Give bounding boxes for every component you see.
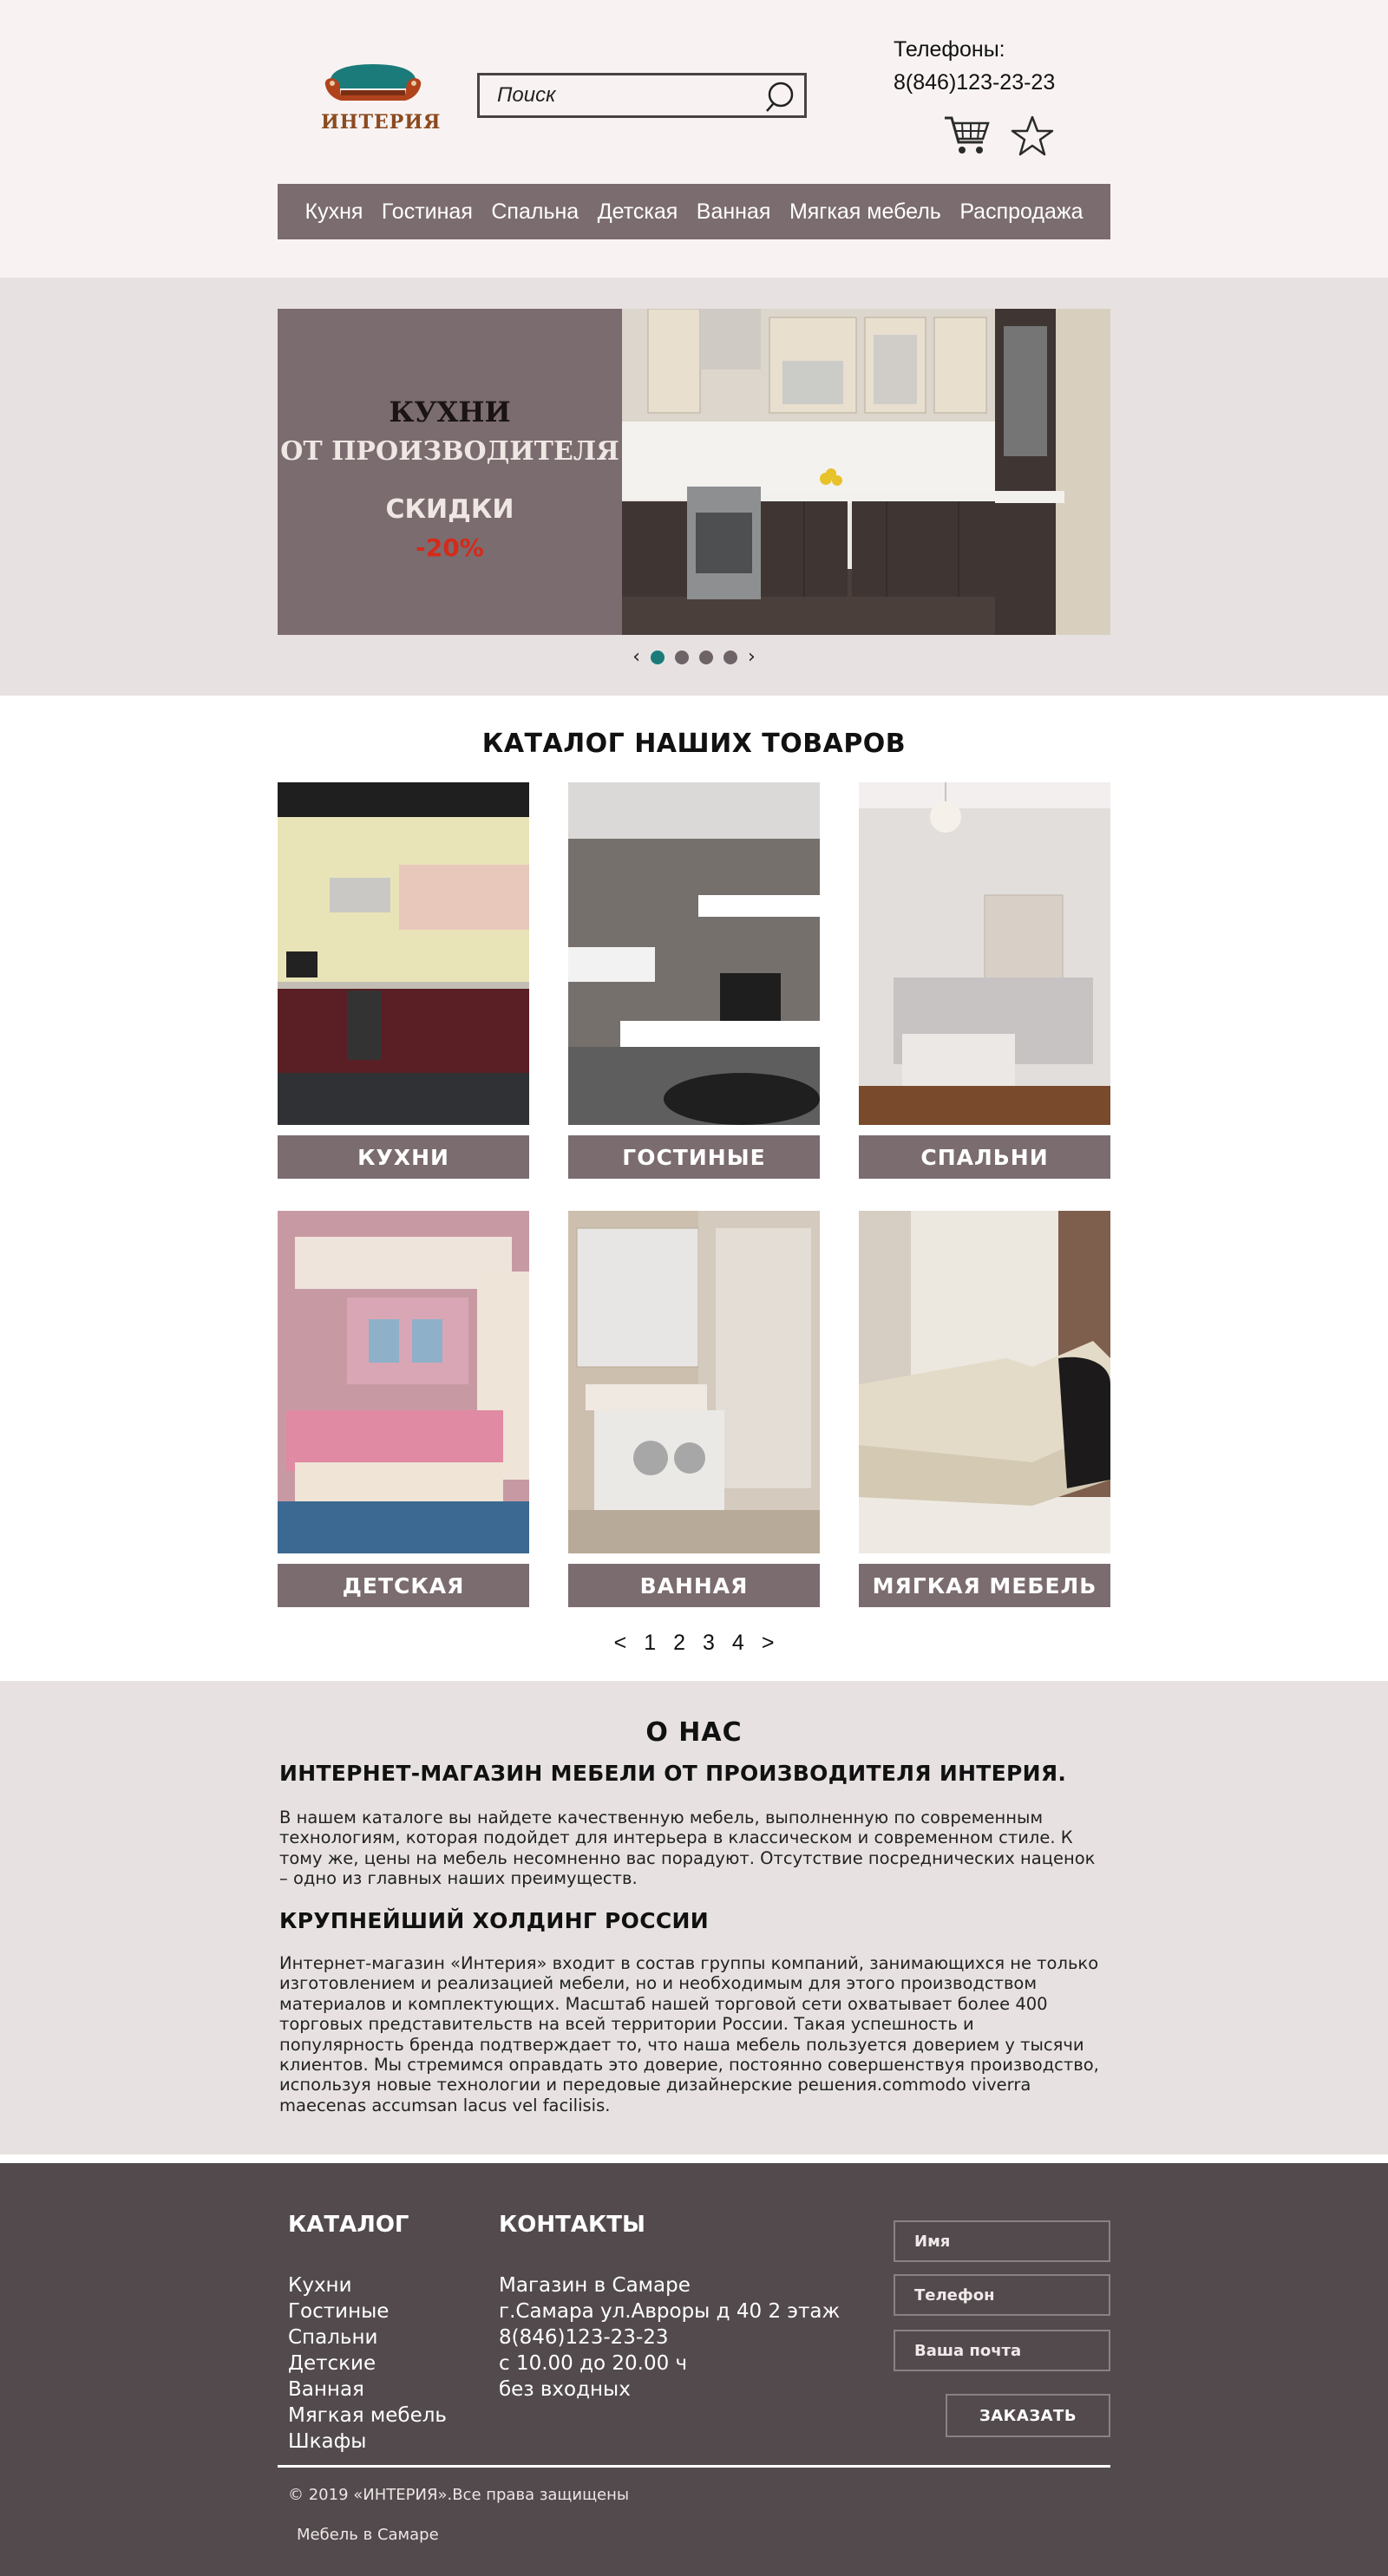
catalog-card-kids[interactable] — [278, 1211, 529, 1607]
footer-link-kids[interactable]: Детские — [288, 2352, 376, 2375]
phone-number[interactable]: 8(846)123-23-23 — [894, 70, 1056, 95]
search-box — [477, 73, 807, 118]
sofa-logo-icon — [322, 59, 424, 109]
email-field[interactable] — [894, 2330, 1110, 2371]
slider-dot-2[interactable] — [675, 651, 689, 664]
contact-phone[interactable]: 8(846)123-23-23 — [499, 2326, 669, 2349]
catalog-image-bathroom[interactable] — [568, 1211, 820, 1553]
slider-prev-arrow[interactable]: ‹ — [632, 646, 640, 668]
nav-item-bathroom[interactable]: Ванная — [696, 199, 771, 224]
catalog-card-living-rooms[interactable] — [568, 782, 820, 1179]
about-title: О НАС — [645, 1717, 743, 1748]
nav-item-bedroom[interactable]: Спальна — [491, 199, 579, 224]
section-divider — [0, 2154, 1388, 2163]
footer-copyright: © 2019 «ИНТЕРИЯ».Все права защищены — [288, 2486, 630, 2504]
catalog-card-bathroom[interactable] — [568, 1211, 820, 1607]
catalog-button-bedrooms[interactable]: СПАЛЬНИ — [859, 1135, 1110, 1179]
about-text-2: Интернет-магазин «Интерия» входит в состав группы компаний, занимающихся не только изготовлением и реализацией мебели, но и необходимым для этого производством материалов и комплектующих. Масштаб нашей торговой сети охватывает более 400 торговых представительств на всей территории России. Такая успешность и популярность бренда подтверждает то, что наша мебель пользуется доверием у тысячи клиентов. Мы стремимся оправдать это доверие, постоянно совершенствуя производство, используя новые технологии и передовые дизайнерские решения.commodo viverra maecenas accumsan lacus vel facilisis. — [279, 1953, 1099, 2115]
catalog-image-living-rooms[interactable] — [568, 782, 820, 1125]
about-heading-1: ИНТЕРНЕТ-МАГАЗИН МЕБЕЛИ ОТ ПРОИЗВОДИТЕЛЯ ИНТЕРИЯ. — [279, 1761, 1067, 1786]
slider-dots — [278, 646, 1110, 668]
catalog-image-bedrooms[interactable] — [859, 782, 1110, 1125]
catalog-button-soft-furniture[interactable]: МЯГКАЯ МЕБЕЛЬ — [859, 1564, 1110, 1607]
footer-link-soft-furniture[interactable]: Мягкая мебель — [288, 2404, 447, 2427]
pager-page-1[interactable]: 1 — [644, 1631, 657, 1655]
nav-item-living-room[interactable]: Гостиная — [381, 199, 473, 224]
search-icon[interactable] — [764, 79, 799, 114]
footer-link-bathroom[interactable]: Ванная — [288, 2378, 364, 2401]
hero-title: КУХНИ — [389, 396, 511, 428]
footer-bottom-text: Мебель в Самаре — [297, 2526, 439, 2544]
about-text-1: В нашем каталоге вы найдете качественную мебель, выполненную по современным технологиям, которая подойдет для интерьера в классическом и современном стиле. К тому же, цены на мебель несомненно вас порадуют. Отсутствие посреднических наценок – одно из главных наших преимуществ. — [279, 1808, 1096, 1889]
name-field[interactable] — [894, 2220, 1110, 2262]
site-footer — [0, 2163, 1388, 2576]
cart-icon[interactable] — [943, 113, 992, 161]
logo-text: ИНТЕРИЯ — [321, 111, 442, 134]
about-section — [0, 1681, 1388, 2154]
catalog-button-living-rooms[interactable]: ГОСТИНЫЕ — [568, 1135, 820, 1179]
footer-catalog-title: КАТАЛОГ — [288, 2212, 409, 2238]
catalog-card-bedrooms[interactable] — [859, 782, 1110, 1179]
catalog-pagination — [278, 1631, 1110, 1656]
order-button[interactable]: ЗАКАЗАТЬ — [946, 2394, 1110, 2437]
footer-contacts-title: КОНТАКТЫ — [499, 2212, 645, 2238]
nav-item-kitchen[interactable]: Кухня — [304, 199, 363, 224]
catalog-card-soft-furniture[interactable] — [859, 1211, 1110, 1607]
search-input[interactable] — [480, 75, 804, 115]
catalog-image-soft-furniture[interactable] — [859, 1211, 1110, 1553]
phones-label: Телефоны: — [894, 37, 1005, 62]
hero-subtitle: ОТ ПРОИЗВОДИТЕЛЯ — [280, 436, 619, 467]
hero-discount-value: -20% — [416, 533, 484, 562]
pager-next-arrow[interactable]: > — [761, 1631, 775, 1655]
hero-kitchen-image — [622, 309, 1110, 635]
hero-discount-label: СКИДКИ — [385, 494, 514, 525]
footer-contacts — [499, 2272, 840, 2403]
main-nav — [278, 184, 1110, 239]
slider-dot-1[interactable] — [651, 651, 665, 664]
contact-address: г.Самара ул.Авроры д 40 2 этаж — [499, 2300, 841, 2323]
contact-store-name: Магазин в Самаре — [499, 2274, 691, 2297]
catalog-image-kitchens[interactable] — [278, 782, 529, 1125]
footer-link-bedrooms[interactable]: Спальни — [288, 2326, 378, 2349]
about-heading-2: КРУПНЕЙШИЙ ХОЛДИНГ РОССИИ — [279, 1908, 709, 1933]
footer-catalog-list — [288, 2272, 447, 2455]
nav-item-kids[interactable]: Детская — [597, 199, 678, 224]
star-icon[interactable] — [1010, 114, 1055, 161]
hero-section — [0, 278, 1388, 696]
catalog-section — [0, 696, 1388, 1681]
catalog-button-kids[interactable]: ДЕТСКАЯ — [278, 1564, 529, 1607]
slider-dot-3[interactable] — [699, 651, 713, 664]
slider-dot-4[interactable] — [723, 651, 737, 664]
footer-link-living-rooms[interactable]: Гостиные — [288, 2300, 390, 2323]
contact-days-off: без входных — [499, 2378, 631, 2401]
nav-item-sale[interactable]: Распродажа — [959, 199, 1084, 224]
catalog-button-bathroom[interactable]: ВАННАЯ — [568, 1564, 820, 1607]
pager-page-3[interactable]: 3 — [703, 1631, 715, 1655]
catalog-button-kitchens[interactable]: КУХНИ — [278, 1135, 529, 1179]
catalog-image-kids[interactable] — [278, 1211, 529, 1553]
pager-page-4[interactable]: 4 — [731, 1631, 744, 1655]
footer-link-kitchens[interactable]: Кухни — [288, 2274, 352, 2297]
pager-prev-arrow[interactable]: < — [613, 1631, 627, 1655]
nav-item-soft-furniture[interactable]: Мягкая мебель — [789, 199, 941, 224]
hero-slide[interactable] — [278, 309, 1110, 635]
catalog-card-kitchens[interactable] — [278, 782, 529, 1179]
site-header — [0, 0, 1388, 278]
contact-hours: с 10.00 до 20.00 ч — [499, 2352, 688, 2375]
slider-next-arrow[interactable]: › — [748, 646, 756, 668]
phone-field[interactable] — [894, 2274, 1110, 2316]
footer-link-wardrobes[interactable]: Шкафы — [288, 2430, 367, 2453]
pager-page-2[interactable]: 2 — [673, 1631, 685, 1655]
logo[interactable] — [321, 59, 442, 134]
hero-text-panel — [278, 309, 622, 635]
footer-divider — [278, 2465, 1110, 2468]
phones-block — [894, 33, 1055, 99]
catalog-title: КАТАЛОГ НАШИХ ТОВАРОВ — [481, 729, 907, 759]
